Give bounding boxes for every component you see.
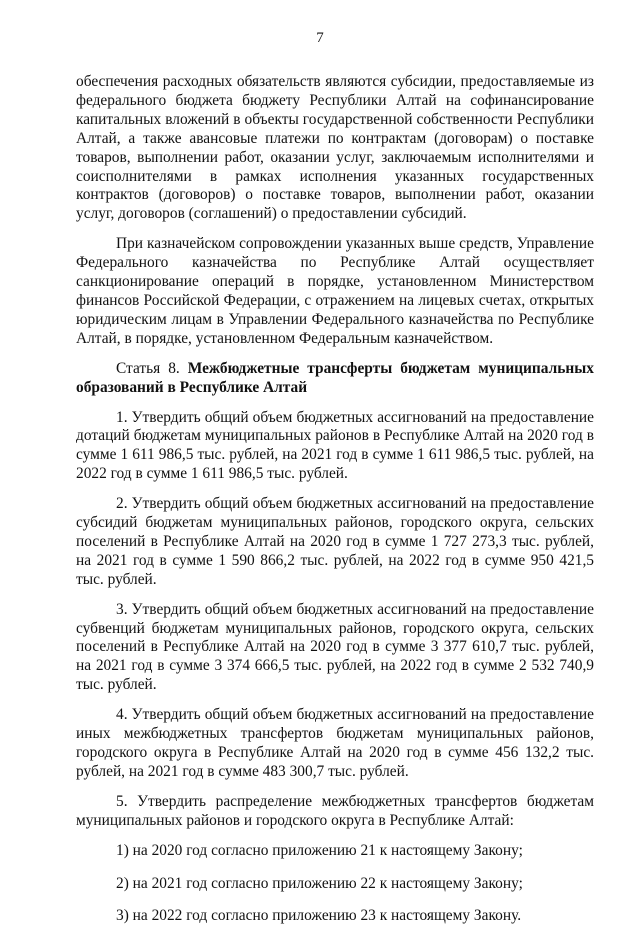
article-item-4: 4. Утвердить общий объем бюджетных ассигнований на предоставление иных межбюджетных трансфертов бюджетам муниципальных районов, городского округа в Республике Алтай на 2020 год в сумме 456 132,2 тыс. рублей, на 2021 год в сумме 483 300,7 тыс. рублей. [76, 706, 594, 780]
sub-item-3: 3) на 2022 год согласно приложению 23 к настоящему Закону. [116, 907, 522, 925]
paragraph-continuation: обеспечения расходных обязательств являются субсидии, предоставляемые из федерального бюджета бюджету Республики Алтай на софинансирование капитальных вложений в объекты государственной собственности Республики Алтай, а также авансовые платежи по контрактам (договорам) о поставке товаров, выполнении работ, оказании услуг, заключаемым исполнителями и соисполнителями в рамках исполнения указанных государственных контрактов (договоров) о поставке товаров, выполнении работ, оказании услуг, договоров (соглашений) о предоставлении субсидий. [76, 73, 594, 223]
article-title: Межбюджетные трансферты бюджетам муниципальных образований в Республике Алтай [76, 359, 594, 396]
article-prefix: Статья 8. [116, 359, 188, 377]
sub-item-2: 2) на 2021 год согласно приложению 22 к настоящему Закону; [116, 874, 523, 892]
article-item-2: 2. Утвердить общий объем бюджетных ассигнований на предоставление субсидий бюджетам муниципальных районов, городского округа, сельских поселений в Республике Алтай на 2020 год в сумме 1 727 273,3 тыс. рублей, на 2021 год в сумме 1 590 866,2 тыс. рублей, на 2022 год в сумме 950 421,5 тыс. рублей. [76, 495, 594, 588]
article-item-1: 1. Утвердить общий объем бюджетных ассигнований на предоставление дотаций бюджетам муниципальных районов в Республике Алтай на 2020 год в сумме 1 611 986,5 тыс. рублей, на 2021 год в сумме 1 611 986,5 тыс. рублей, на 2022 год в сумме 1 611 986,5 тыс. рублей. [76, 408, 594, 483]
article-8-heading [76, 360, 594, 398]
sub-item-1: 1) на 2020 год согласно приложению 21 к настоящему Закону; [116, 841, 523, 859]
article-item-5: 5. Утвердить распределение межбюджетных трансфертов бюджетам муниципальных районов и городского округа в Республике Алтай: [76, 792, 594, 829]
article-item-3: 3. Утвердить общий объем бюджетных ассигнований на предоставление субвенций бюджетам муниципальных районов, городского округа, сельских поселений в Республике Алтай на 2020 год в сумме 3 377 610,7 тыс. рублей, на 2021 год в сумме 3 374 666,5 тыс. рублей, на 2022 год в сумме 2 532 740,9 тыс. рублей. [76, 600, 594, 694]
page-number: 7 [316, 30, 324, 46]
document-body [76, 73, 594, 940]
paragraph-treasury-support: При казначейском сопровождении указанных выше средств, Управление Федерального казначейства по Республике Алтай осуществляет санкционирование операций в порядке, установленном Министерством финансов Российской Федерации, с отражением на лицевых счетах, открытых юридическим лицам в Управлении Федерального казначейства по Республике Алтай, в порядке, установленном Федеральным казначейством. [76, 235, 594, 347]
